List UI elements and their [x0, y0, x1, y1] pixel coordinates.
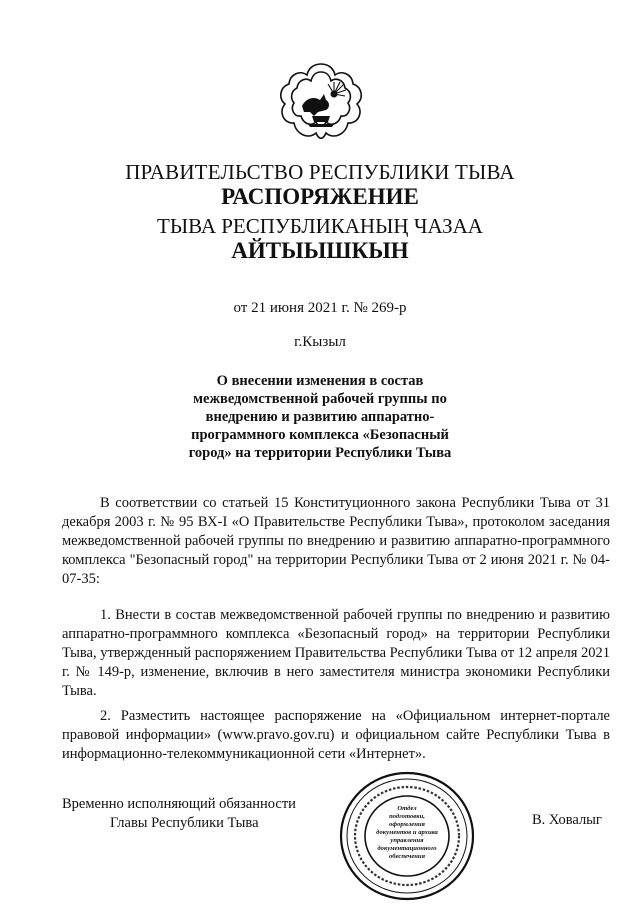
- document-type: РАСПОРЯЖЕНИЕ: [221, 184, 419, 209]
- government-title-tyvan: ТЫВА РЕСПУБЛИКАНЫҢ ЧАЗАА: [157, 214, 483, 238]
- stamp-line-7: обеспечения: [389, 853, 425, 860]
- tyva-emblem-icon: [278, 60, 364, 144]
- document-subject: О внесении изменения в состав межведомственной рабочей группы по внедрению и развитию аппаратно-программного комплекса «Безопасный город» на территории Республики Тыва: [188, 373, 452, 461]
- item-2-paragraph: 2. Разместить настоящее распоряжение на «Официальном интернет-портале правовой информации» (www.pravo.gov.ru) и официальном сайте Республики Тыва в информационно-телекоммуникационной сети «Интернет».: [62, 708, 610, 762]
- stamp-line-1: Отдел: [397, 805, 417, 812]
- document-city: г.Кызыл: [294, 334, 346, 350]
- signatory-position-line2: Главы Республики Тыва: [110, 815, 259, 831]
- item-1-paragraph: 1. Внести в состав межведомственной рабочей группы по внедрению и развитию аппаратно-программного комплекса «Безопасный город» на территории Республики Тыва, утвержденный распоряжением Правительства Республики Тыва от 12 апреля 2021 г. № 149-р, изменение, включив в него заместителя министра экономики Республики Тыва.: [62, 607, 610, 699]
- document-date-number: от 21 июня 2021 г. № 269-р: [233, 300, 407, 316]
- signatory-name: В. Ховалыг: [532, 812, 602, 828]
- preamble-paragraph: В соответствии со статьей 15 Конституционного закона Республики Тыва от 31 декабря 2003 г. № 95 ВХ-I «О Правительстве Республики Тыва», протоколом заседания межведомственной рабочей группы по внедрению и развитию аппаратно-программного комплекса "Безопасный город" на территории Республики Тыва от 2 июня 2021 г. № 04-07-35:: [62, 495, 610, 587]
- stamp-line-5: управления: [390, 837, 424, 844]
- stamp-line-6: документационного: [377, 845, 437, 852]
- stamp-line-3: оформления: [389, 821, 425, 828]
- stamp-line-4: документов и архива: [376, 829, 438, 836]
- stamp-line-2: подготовки,: [389, 813, 425, 820]
- signatory-position-line1: Временно исполняющий обязанности: [62, 796, 296, 812]
- document-type-tyvan: АЙТЫЫШКЫН: [231, 238, 409, 263]
- government-title: ПРАВИТЕЛЬСТВО РЕСПУБЛИКИ ТЫВА: [125, 160, 515, 184]
- official-seal-icon: [338, 770, 476, 902]
